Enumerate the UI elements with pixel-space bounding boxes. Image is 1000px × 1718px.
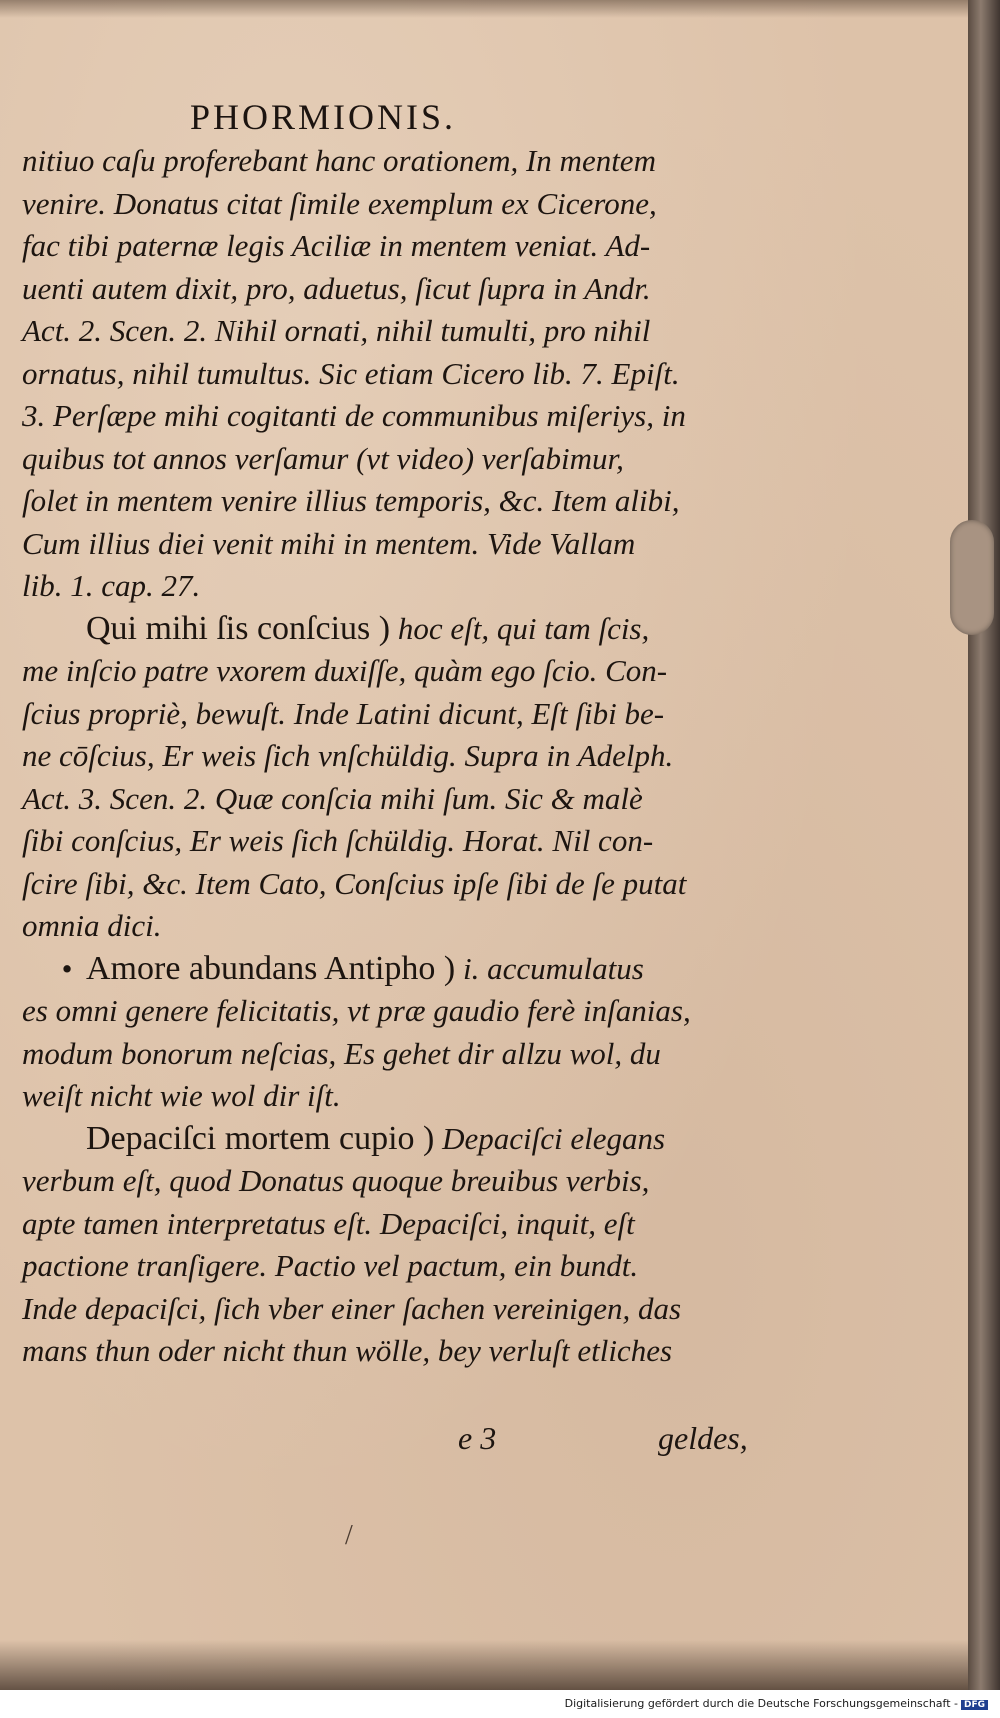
line-text: ſolet in mentem venire illius temporis, &c. Item alibi, [22,483,680,518]
text-line [22,1075,812,1118]
text-line [22,735,812,778]
lemma-heading: Depaciſci mortem cupio ) [86,1119,435,1157]
text-line [22,608,812,651]
line-text: omnia dici. [22,908,162,943]
text-line [22,650,812,693]
text-line [22,1245,812,1288]
text-line [22,1203,812,1246]
text-line [22,395,812,438]
line-text: hoc eſt, qui tam ſcis, [390,610,650,646]
catchword: geldes, [658,1420,748,1456]
line-text: Cum illius diei venit mihi in mentem. Vide Vallam [22,525,636,561]
text-line [22,778,812,821]
page-edge-tab [950,520,994,635]
line-text: lib. 1. cap. 27. [22,568,201,603]
line-text: nitiuo caſu proferebant hanc orationem, In mentem [22,143,656,178]
line-text: Inde depaciſci, ſich vber einer ſachen vereinigen, das [22,1290,682,1326]
line-text: ſcius propriè, bewuſt. Inde Latini dicunt, Eſt ſibi be- [22,695,665,731]
text-line [22,1288,812,1331]
text-line [22,438,812,481]
line-text: modum bonorum neſcias, Es gehet dir allzu wol, du [22,1035,661,1071]
text-line [22,268,812,311]
line-text: i. accumulatus [455,950,644,986]
running-head: PHORMIONIS. [190,97,457,137]
line-text: ſibi conſcius, Er weis ſich ſchüldig. Horat. Nil con- [22,823,654,858]
digitization-footer [565,1697,988,1710]
text-line [22,225,812,268]
text-line [22,183,812,226]
line-text: me inſcio patre vxorem duxiſſe, quàm ego ſcio. Con- [22,653,668,688]
line-text: ornatus, nihil tumultus. Sic etiam Cicero lib. 7. Epiſt. [22,355,680,391]
line-text: Depaciſci elegans [434,1120,666,1156]
line-text: 3. Perſæpe mihi cogitanti de communibus miſeriys, in [22,398,686,433]
line-text: ſcire ſibi, &c. Item Cato, Conſcius ipſe ſibi de ſe putat [22,865,687,901]
text-line [22,353,812,396]
line-text: es omni genere felicitatis, vt præ gaudio ferè inſanias, [22,993,691,1028]
signature-mark: e 3 [458,1420,497,1456]
line-text: weiſt nicht wie wol dir iſt. [22,1078,341,1113]
text-line [22,1033,812,1076]
stray-mark: / [345,1520,353,1551]
dfg-logo: DFG [961,1700,988,1710]
paragraph-bullet: • [61,950,73,986]
line-text: mans thun oder nicht thun wölle, bey verluſt etliches [22,1333,673,1368]
text-line [22,565,812,608]
line-text: apte tamen interpretatus eſt. Depaciſci, inquit, eſt [22,1205,635,1241]
line-text: venire. Donatus citat ſimile exemplum ex Cicerone, [22,185,657,221]
text-line [22,310,812,353]
footer-text: Digitalisierung gefördert durch die Deutsche Forschungsgemeinschaft - [564,1697,958,1710]
text-line [22,948,812,991]
body-text [22,140,812,1373]
lemma-heading: Qui mihi ſis conſcius ) [86,609,391,647]
text-line [22,1330,812,1373]
text-line [22,863,812,906]
text-line [22,693,812,736]
lemma-heading: Amore abundans Antipho ) [86,949,456,987]
line-text: ne cōſcius, Er weis ſich vnſchüldig. Supra in Adelph. [22,738,674,773]
text-line [22,480,812,523]
page-edge [968,0,1000,1690]
line-text: verbum eſt, quod Donatus quoque breuibus verbis, [22,1163,650,1198]
text-line [22,1118,812,1161]
top-shadow [0,0,968,18]
line-text: pactione tranſigere. Pactio vel pactum, ein bundt. [22,1248,639,1283]
line-text: Act. 2. Scen. 2. Nihil ornati, nihil tumulti, pro nihil [22,313,651,348]
line-text: uenti autem dixit, pro, aduetus, ſicut ſupra in Andr. [22,270,651,306]
line-text: fac tibi paternæ legis Aciliæ in mentem veniat. Ad- [22,228,651,263]
text-line [22,523,812,566]
text-line [22,990,812,1033]
line-text: Act. 3. Scen. 2. Quæ conſcia mihi ſum. Sic & malè [22,780,643,816]
bottom-shadow [0,1640,968,1690]
text-line [22,140,812,183]
text-line [22,820,812,863]
text-line [22,905,812,948]
text-line [22,1160,812,1203]
line-text: quibus tot annos verſamur (vt video) verſabimur, [22,440,624,476]
